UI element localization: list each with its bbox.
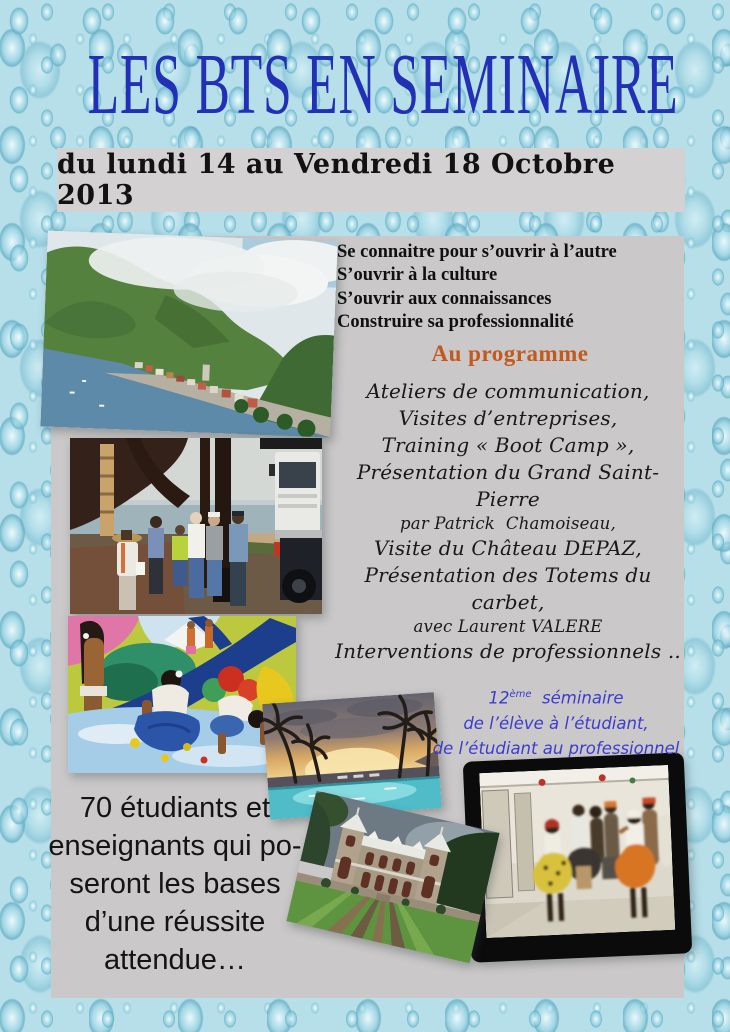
seminar-note-line-1 [425, 682, 687, 711]
program-item: Présentation des Totems du carbet, [364, 563, 652, 614]
intro-line: Se connaitre pour s’ouvrir à l’autre [337, 242, 617, 262]
dancers-illustration [479, 765, 675, 938]
program-item: Visite du Château DEPAZ, [374, 536, 642, 560]
program-item: Training « Boot Camp », [381, 433, 635, 457]
intro-line: S’ouvrir à la culture [337, 265, 498, 286]
seminar-title-rest: séminaire [531, 688, 624, 708]
program-list [330, 378, 686, 665]
bay-landscape-illustration [40, 231, 337, 438]
seminar-note-block [425, 682, 687, 761]
totems-illustration [70, 438, 322, 614]
date-banner [57, 148, 685, 212]
seminar-note-line-3: de l’étudiant au professionnel [432, 738, 680, 758]
program-item-detail: avec Laurent VALERE [413, 617, 603, 636]
gauguin-painting-photo [68, 616, 296, 773]
footer-line: enseignants qui po- [48, 830, 302, 862]
program-item-detail: par Patrick Chamoiseau, [400, 514, 616, 533]
totems-installation-photo [70, 438, 322, 614]
program-item: Présentation du Grand Saint-Pierre [356, 460, 660, 511]
program-heading: Au programme [431, 341, 589, 366]
traditional-dancers-photo [463, 752, 693, 962]
program-item: Ateliers de communication, [366, 379, 650, 403]
seminar-number: 12 [488, 688, 510, 708]
intro-text-block [337, 241, 685, 335]
date-banner-text: du lundi 14 au Vendredi 18 Octobre 2013 [57, 149, 616, 211]
footer-text-block [36, 789, 314, 979]
bay-landscape-photo [40, 231, 337, 438]
seminar-ordinal-suffix: ème [509, 689, 532, 700]
painting-illustration [68, 616, 296, 773]
footer-line: 70 étudiants et [79, 792, 271, 824]
seminar-note-line-2: de l’élève à l’étudiant, [463, 713, 649, 733]
footer-line: attendue… [104, 944, 246, 976]
poster-title: LES BTS EN SEMINAIRE [87, 34, 679, 133]
intro-line: Construire sa professionnalité [337, 312, 574, 333]
program-item: Interventions de professionnels .. [335, 639, 681, 663]
dancers-video-frame [479, 765, 675, 938]
footer-line: d’une réussite [84, 906, 266, 938]
footer-line: seront les bases [69, 868, 281, 900]
program-item: Visites d’entreprises, [398, 406, 618, 430]
intro-line: S’ouvrir aux connaissances [337, 288, 552, 309]
